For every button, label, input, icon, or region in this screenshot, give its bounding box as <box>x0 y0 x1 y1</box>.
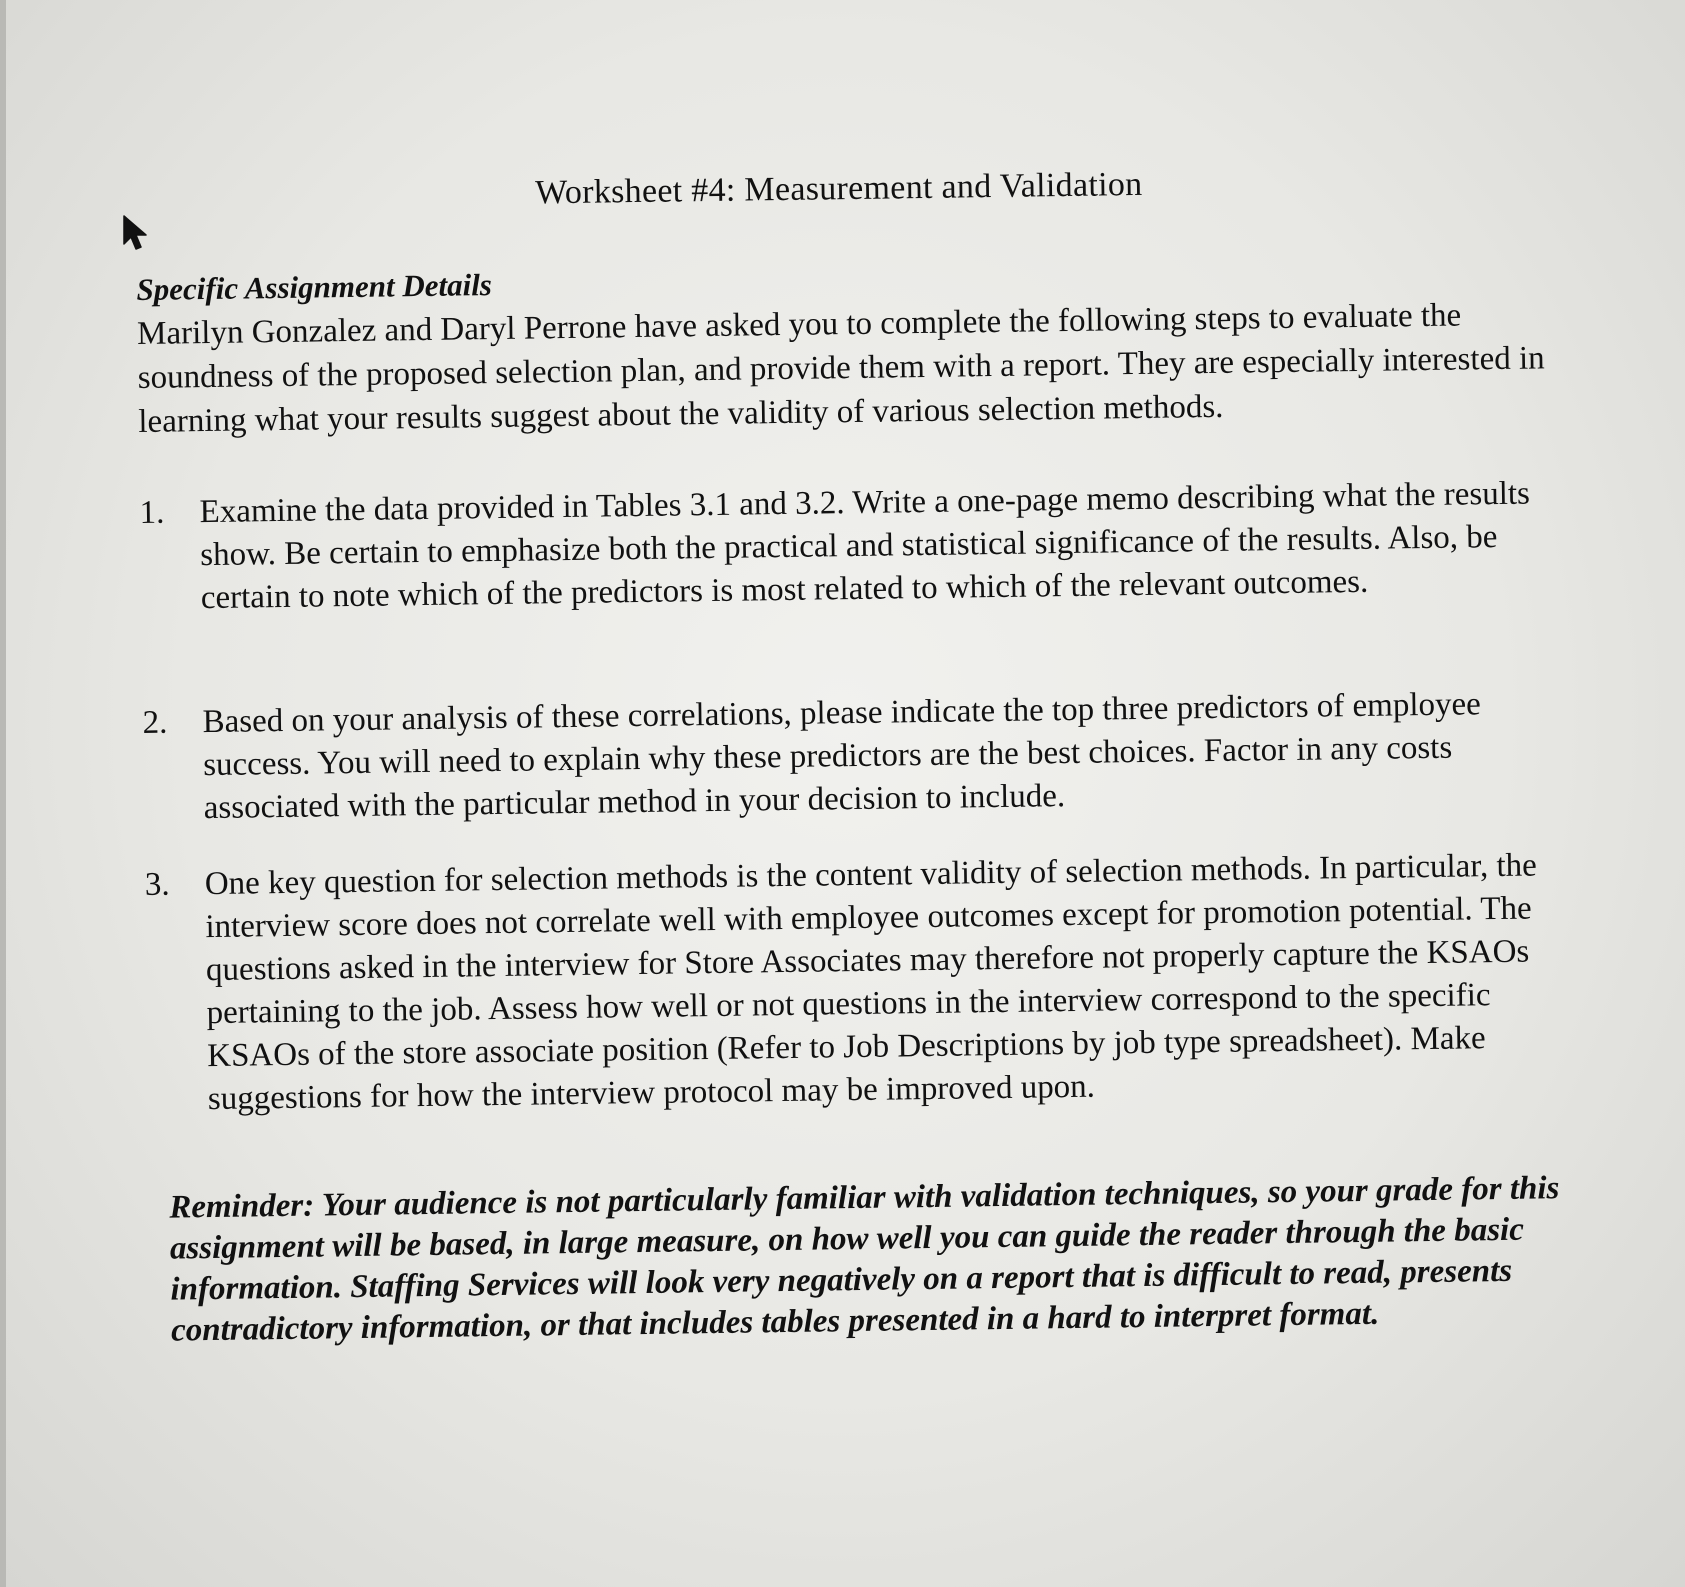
reminder-paragraph: Reminder: Your audience is not particularly familiar with validation techniques, so your grade for this assignment will be based, in large measure, on how well you can guide the reader through the basic information. Staffing Services will look very negatively on a report that is difficult to read, presents contradictory information, or that includes tables presented in a hard to interpret format. <box>169 1170 1560 1349</box>
intro-paragraph: Marilyn Gonzalez and Daryl Perrone have asked you to complete the following steps to evaluate the soundness of the proposed selection plan, and provide them with a report. They are especially interested in learning what your results suggest about the validity of various selection methods. <box>136 297 1545 440</box>
list-number: 2. <box>142 704 168 741</box>
list-item <box>142 682 1544 831</box>
page-title: Worksheet #4: Measurement and Validation <box>534 165 1143 212</box>
monitor-bezel <box>0 0 6 1587</box>
assignment-list-item-2 <box>142 682 1544 831</box>
assignment-list-item-3 <box>145 844 1548 1122</box>
list-item-text: Examine the data provided in Tables 3.1 and 3.2. Write a one-page memo describing what the results show. Be certain to emphasize both the practical and statistical significance of the results. Also, be certain to note which of the predictors is most related to which of the relevant outcomes. <box>199 475 1531 617</box>
list-item-text: Based on your analysis of these correlations, please indicate the top three predictors of employee success. You will need to explain why these predictors are the best choices. Factor in any costs associated with the particular method in your decision to include. <box>202 686 1482 827</box>
list-item <box>139 472 1541 621</box>
list-item <box>145 844 1548 1122</box>
document-page <box>135 159 1615 1349</box>
list-item-text: One key question for selection methods is the content validity of selection methods. In particular, the interview score does not correlate well with employee outcomes except for promotion potential. The questions asked in the interview for Store Associates may therefore not properly capture the KSAOs pertaining to the job. Assess how well or not questions in the interview correspond to the specific KSAOs of the store associate position (Refer to Job Descriptions by job type spreadsheet). Make suggestions for how the interview protocol may be improved upon. <box>204 847 1538 1118</box>
section-heading: Specific Assignment Details <box>136 267 493 307</box>
mouse-pointer-icon <box>122 214 152 254</box>
assignment-list-item-1 <box>139 472 1541 621</box>
list-number: 3. <box>144 866 170 903</box>
list-number: 1. <box>139 494 165 531</box>
